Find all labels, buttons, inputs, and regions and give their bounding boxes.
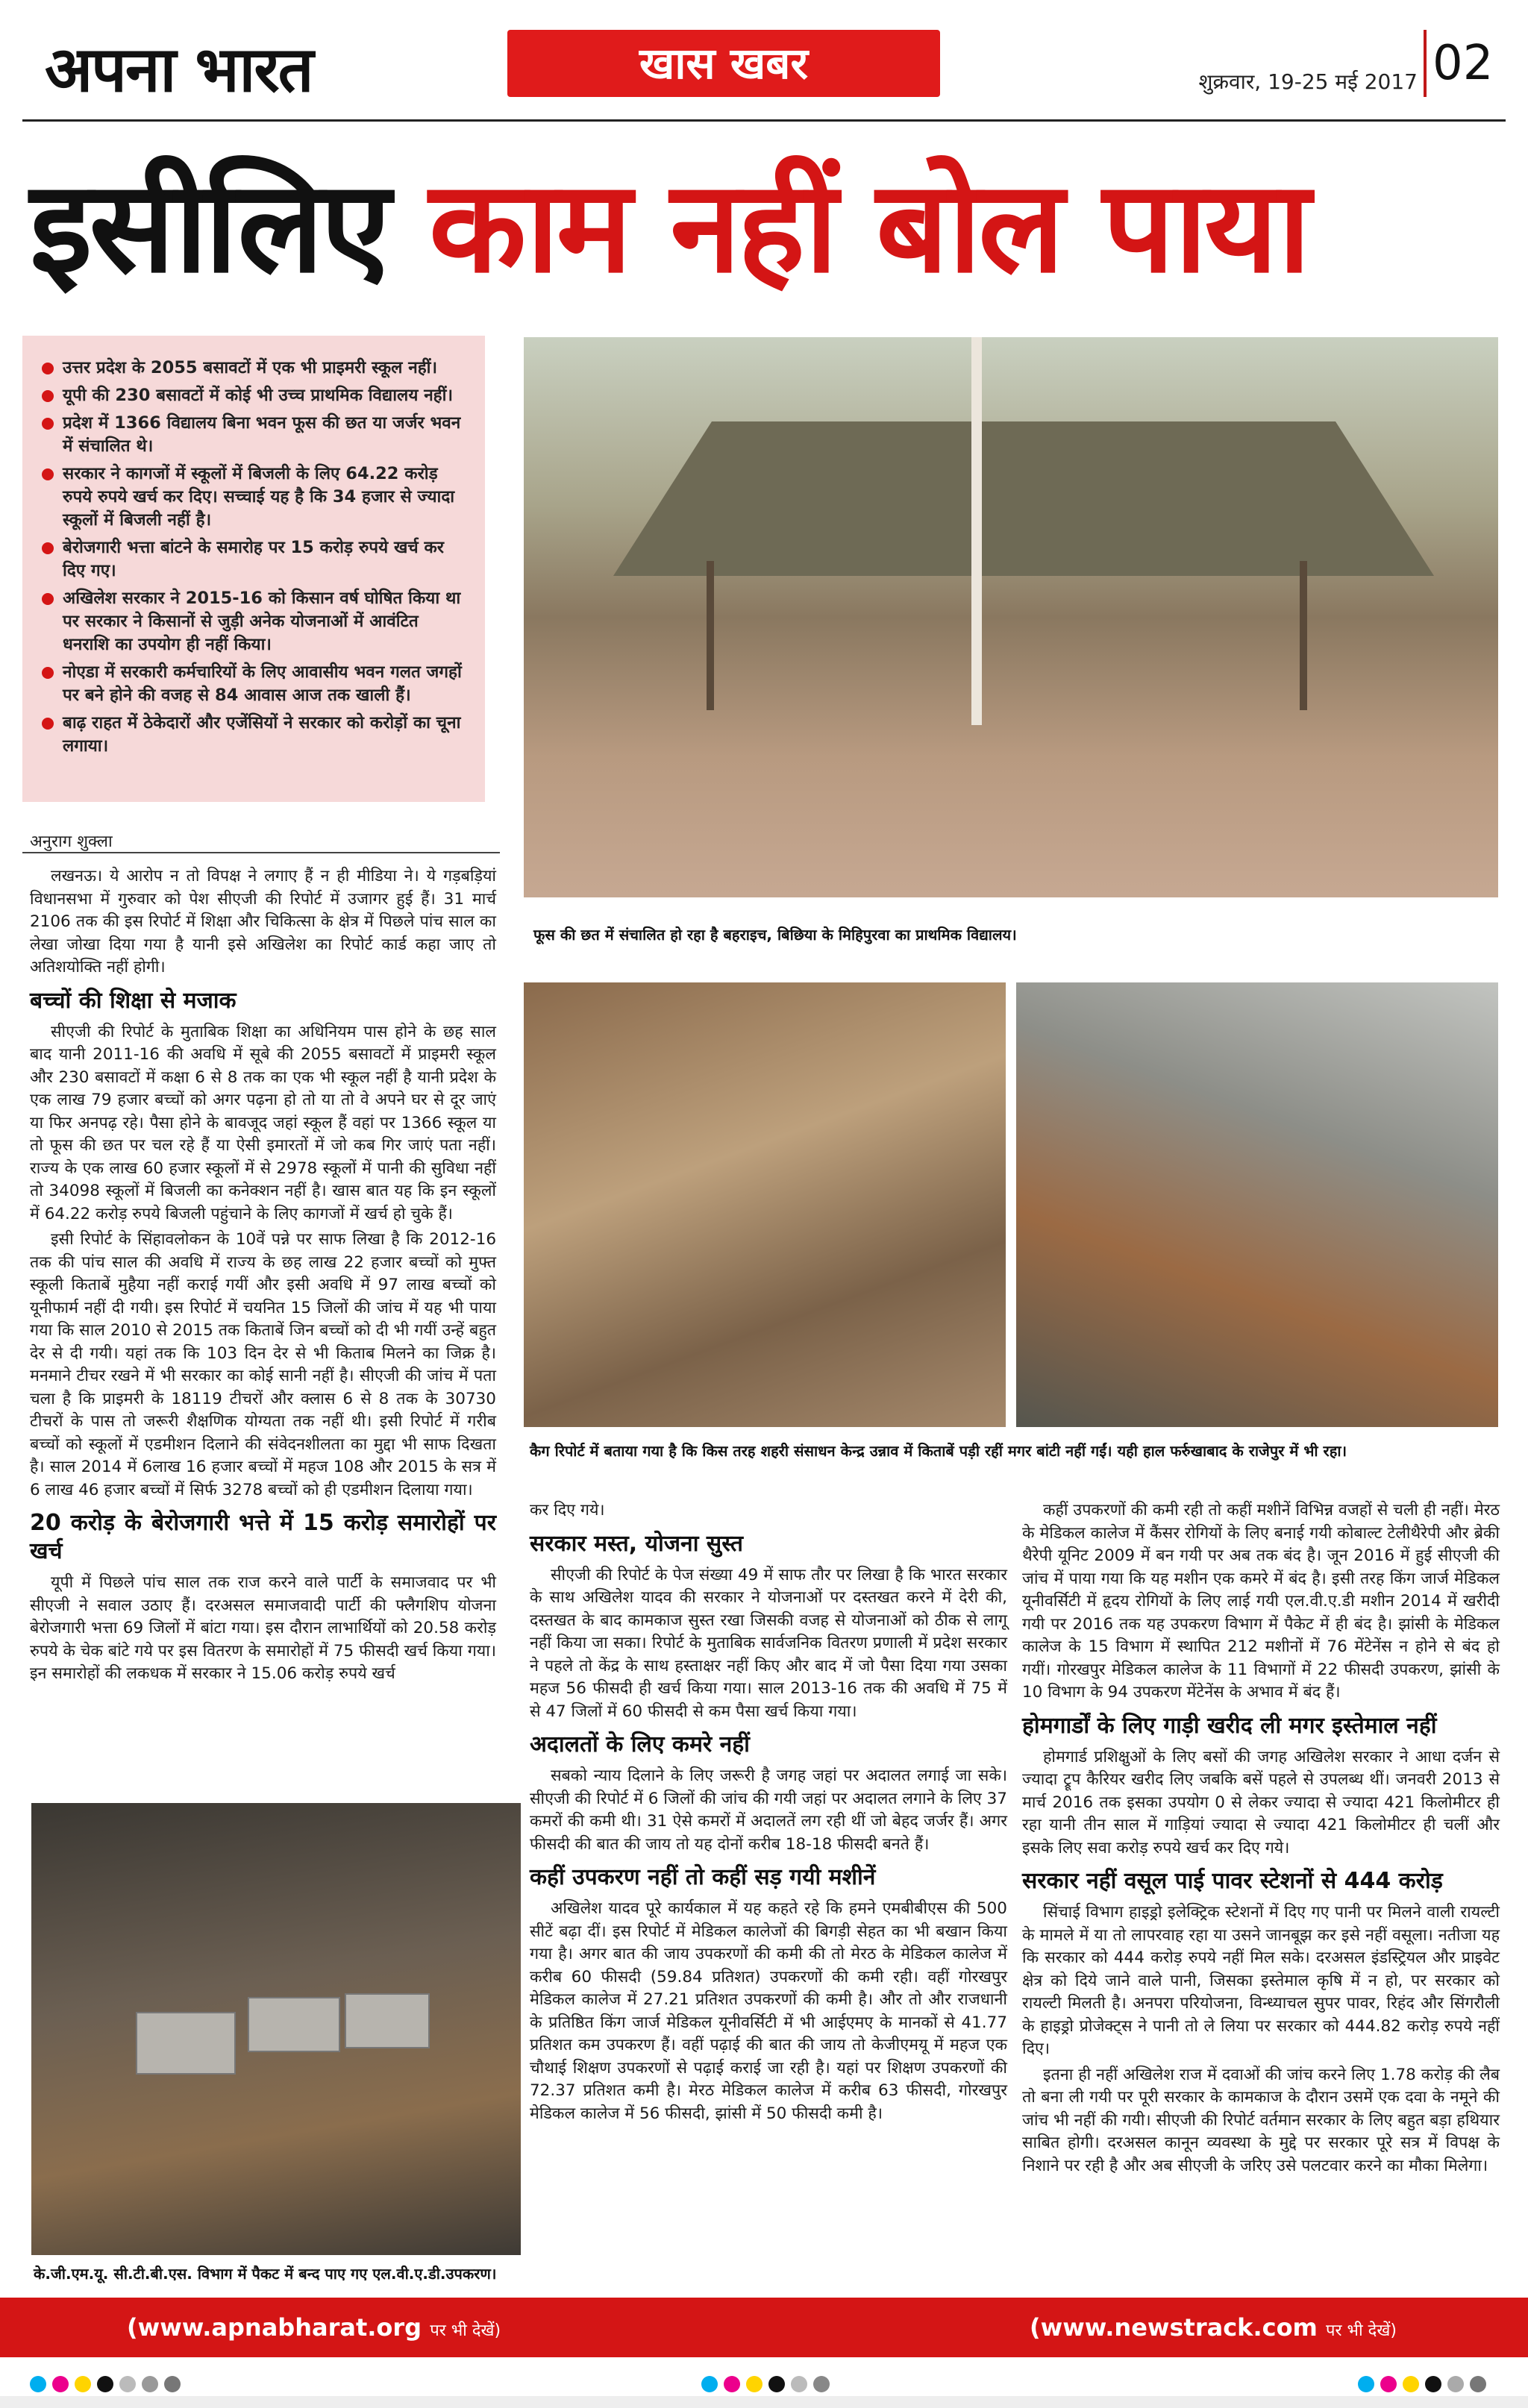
- paragraph: इसी रिपोर्ट के सिंहावलोकन के 10वें पन्ने पर साफ लिखा है कि 2012-16 तक की पांच साल की अवधि में राज्य के छह लाख 22 हजार बच्चों को मुफ्त स्कूली किताबें मुहैया नहीं कराई गयीं और इसी अवधि में 97 लाख बच्चों को यूनीफार्म नहीं दी गयी। इस रिपोर्ट में चयनित 15 जिलों की जांच में यह भी पाया गया कि साल 2010 से 2015 तक किताबें जिन बच्चों को दी भी गयीं उन्हें बहुत देर से दी गयी। यहां तक कि 103 दिन देर से भी किताब मिलने का जिक्र है। मनमाने टीचर रखने में भी सरकार का कोई सानी नहीं है। सीएजी की जांच में पता चला है कि प्राइमरी के 18119 टीचरों और क्लास 6 से 8 तक के 30730 टीचरों के पास तो जरूरी शैक्षणिक योग्यता तक नहीं थी। इसी रिपोर्ट में गरीब बच्चों को स्कूलों में एडमीशन दिलाने की संवेदनशीलता का मुद्दा भी साफ दिखता है। साल 2014 में 6लाख 16 हजार बच्चों में महज 108 और 2015 के सत्र में 6 लाख 46 हजार बच्चों में सिर्फ 3278 बच्चों को ही एडमीशन दिलाया गया।: [30, 1230, 496, 1499]
- subhead-power-stations: सरकार नहीं वसूल पाई पावर स्टेशनों से 444 करोड़: [1022, 1868, 1443, 1894]
- pole-graphic: [971, 337, 982, 725]
- subhead-education: बच्चों की शिक्षा से मजाक: [30, 987, 237, 1014]
- page-number-divider: [1424, 30, 1427, 97]
- paragraph: सिंचाई विभाग हाइड्रो इलेक्ट्रिक स्टेशनों में दिए गए पानी पर मिलने वाली रायल्टी के मामले में या तो लापरवाह रहा या उसने जानबूझ कर इसे नहीं वसूला। नतीजा यह कि सरकार को 444 करोड़ रुपये नहीं मिल सके। दरअसल इंडस्ट्रियल और प्राइवेट क्षेत्र को दिये जाने वाले पानी, जिसका इस्तेमाल कृषि में न हो, पर सरकार को रायल्टी मिलती है। अनपरा परियोजना, विन्ध्याचल सुपर पावर, रिहंद और सिंगरौली के हाइड्रो प्रोजेक्ट्स ने पानी तो ले लिया पर सरकार को 444.82 करोड़ रुपये नहीं दिए।: [1022, 1903, 1500, 2058]
- magenta-dot: [724, 2376, 740, 2392]
- yellow-dot: [746, 2376, 763, 2392]
- subhead-unemployment: 20 करोड़ के बेरोजगारी भत्ते में 15 करोड़ समारोहों पर खर्च: [30, 1510, 496, 1564]
- thatched-roof-graphic: [613, 404, 1434, 576]
- key-point: अखिलेश सरकार ने 2015-16 को किसान वर्ष घोषित किया था पर सरकार ने किसानों से जुड़ी अनेक योजनाओं में आवंटित धनराशि का उपयोग ही नहीं किया।: [40, 587, 467, 656]
- stacked-books-photo: [1015, 981, 1500, 1429]
- hut-school-photo: [522, 336, 1500, 899]
- footer-suffix: पर भी देखें): [1326, 2321, 1397, 2340]
- paragraph: कहीं उपकरणों की कमी रही तो कहीं मशीनें विभिन्न वजहों से चली ही नहीं। मेरठ के मेडिकल कालेज में कैंसर रोगियों के लिए बनाई गयी कोबाल्ट टेलीथैरेपी और ब्रेकी थैरेपी यूनिट 2009 में बन गयी पर अब तक बंद है। जून 2016 में हुई सीएजी की जांच में पाया गया कि यह मशीन एक कमरे में बंद है। इसी तरह किंग जार्ज मेडिकल यूनीवर्सिटी में हृदय रोगियों के लिए लाई गयी एल.वी.ए.डी मशीन 2014 में खरीदी गयी पर 2016 तक यह उपकरण विभाग में पैकेट में ही बंद है। झांसी के मेडिकल कालेज के 15 विभाग में स्थापित 212 मशीनों में 76 मेंटेनेंस न होने से बंद हो गयीं। गोरखपुर मेडिकल कालेज के 11 विभागों में 22 फीसदी उपकरण, झांसी के 10 विभाग के 94 उपकरण मेंटेनेंस के अभाव में बंद हैं।: [1022, 1501, 1500, 1702]
- paragraph: सीएजी की रिपोर्ट के पेज संख्या 49 में साफ तौर पर लिखा है कि भारत सरकार के साथ अखिलेश यादव की सरकार ने योजनाओं पर दस्तखत करने में देरी की, दस्तखत के बाद कामकाज सुस्त रखा जिसकी वजह से योजनाओं को ठीक से लागू नहीं किया जा सका। रिपोर्ट के मुताबिक सार्वजनिक वितरण प्रणाली में प्रदेश सरकार ने पहले तो केंद्र के साथ हस्ताक्षर नहीं किए और बाद में जो पैसा दिया गया उसका महज 56 फीसदी ही खर्च किया गया। साल 2013-16 तक की अवधि में 75 में से 47 जिलों में 60 फीसदी से कम पैसा खर्च किया गया।: [530, 1565, 1007, 1721]
- footer-url: (www.apnabharat.org: [127, 2313, 422, 2342]
- machines-photo-caption: के.जी.एम.यू. सी.टी.बी.एस. विभाग में पैकट में बन्द पाए गए एल.वी.ए.डी.उपकरण।: [34, 2265, 497, 2283]
- key-point: उत्तर प्रदेश के 2055 बसावटों में एक भी प्राइमरी स्कूल नहीं।: [40, 357, 467, 380]
- books-photo-caption: कैग रिपोर्ट में बताया गया है कि किस तरह शहरी संसाधन केन्द्र उन्नाव में किताबें पड़ी रहीं मगर बांटी नहीं गईं। यही हाल फर्रुखाबाद के राजेपुर में भी रहा।: [530, 1442, 1347, 1460]
- black-dot: [768, 2376, 785, 2392]
- article-column-1: [30, 865, 496, 1794]
- masthead-rule: [22, 119, 1506, 122]
- paragraph: यूपी में पिछले पांच साल तक राज करने वाले पार्टी के समाजवाद पर भी सीएजी ने सवाल उठाए हैं। दरअसल समाजवादी पार्टी की फ्लैगशिप योजना बेरोजगारी भत्ता 69 जिलों में बांटा गया। इस दौरान लाभार्थियों को 20.58 करोड़ रुपये के चेक बांटे गये पर इस वितरण के समारोहों में 75 फीसदी खर्च किया गया। इन समारोहों की लकधक में सरकार ने 15.06 करोड़ रुपये खर्च: [30, 1573, 496, 1683]
- cyan-dot: [30, 2376, 46, 2392]
- key-point: नोएडा में सरकारी कर्मचारियों के लिए आवासीय भवन गलत जगहों पर बने होने की वजह से 84 आवास आज तक खाली हैं।: [40, 661, 467, 707]
- page-number: 02: [1432, 36, 1494, 91]
- paragraph: अखिलेश यादव पूरे कार्यकाल में यह कहते रहे कि हमने एमबीबीएस की 500 सीटें बढ़ा दीं। इस रिपोर्ट में मेडिकल कालेजों की बिगड़ी सेहत का भी बखान किया गया है। अगर बात की जाय उपकरणों की कमी की तो मेरठ के मेडिकल कालेज में करीब 60 फीसदी (59.84 प्रतिशत) उपकरणों की कमी रही। वहीं गोरखपुर मेडिकल कालेज में 27.21 प्रतिशत उपकरणों की कमी है। और तो और राजधानी के प्रतिष्ठित किंग जार्ज मेडिकल यूनीवर्सिटी में भी आईएमए के मानकों से 41.77 प्रतिशत कम उपकरण हैं। वहीं पढ़ाई की बात की जाय तो केजीएमयू में महज एक चौथाई शिक्षण उपकरणों से पढ़ाई कराई जा रही है। यहां पर शिक्षण उपकरणों की 72.37 प्रतिशत कमी है। मेरठ मेडिकल कालेज में करीब 63 फीसदी, गोरखपुर मेडिकल कालेज में 56 फीसदी, झांसी में 50 फीसदी कमी है।: [530, 1899, 1007, 2123]
- byline-rule: [22, 852, 500, 853]
- issue-date: शुक्रवार, 19-25 मई 2017: [1198, 69, 1418, 94]
- cyan-dot: [701, 2376, 718, 2392]
- device-graphic: [136, 2012, 236, 2075]
- headline-part-2: काम नहीं बोल पाया: [428, 154, 1308, 301]
- lvad-equipment-photo: [30, 1802, 522, 2257]
- key-point: यूपी की 230 बसावटों में कोई भी उच्च प्राथमिक विद्यालय नहीं।: [40, 384, 467, 407]
- key-points-box: [22, 336, 485, 802]
- color-registration-dots-right: [1358, 2376, 1486, 2394]
- paragraph: सीएजी की रिपोर्ट के मुताबिक शिक्षा का अधिनियम पास होने के छह साल बाद यानी 2011-16 की अवधि में सूबे की 2055 बसावटों में प्राइमरी स्कूल और 230 बसावटों में कक्षा 6 से 8 तक का एक भी स्कूल नहीं है यानी प्रदेश के एक लाख 79 हजार बच्चों को अगर पढ़ना हो तो या तो वे अपने घर से दूर जाएं या फिर अनपढ़ रहे। पैसा होने के बावजूद जहां स्कूल हैं वहां पर 1366 स्कूल या तो फूस की छत पर चल रहे हैं या ऐसी इमारतों में जो कब गिर जाएं पता नहीं। राज्य के एक लाख 60 हजार स्कूलों में से 2978 स्कूलों में पानी की सुविधा नहीं तो 34098 स्कूलों में बिजली का कनेक्शन नहीं है। खास बात यह कि इन स्कूलों में 64.22 करोड़ रुपये बिजली पहुंचाने के लिए कागजों में खर्च हो चुके हैं।: [30, 1022, 496, 1223]
- pole-graphic: [1300, 561, 1307, 710]
- key-point: प्रदेश में 1366 विद्यालय बिना भवन फूस की छत या जर्जर भवन में संचालित थे।: [40, 412, 467, 458]
- grey-dot: [142, 2376, 158, 2392]
- grey-dot: [119, 2376, 136, 2392]
- grey-dot: [813, 2376, 830, 2392]
- scattered-books-photo: [522, 981, 1007, 1429]
- section-label: खास खबर: [507, 30, 940, 97]
- bottom-margin-strip: [0, 2396, 1528, 2408]
- footer-url: (www.newstrack.com: [1030, 2313, 1318, 2342]
- device-graphic: [345, 1993, 430, 2048]
- footer-suffix: पर भी देखें): [430, 2321, 501, 2340]
- magenta-dot: [1380, 2376, 1397, 2392]
- subhead-homeguard: होमगार्डों के लिए गाड़ी खरीद ली मगर इस्तेमाल नहीं: [1022, 1712, 1437, 1739]
- color-registration-dots-left: [30, 2376, 181, 2394]
- key-point: बेरोजगारी भत्ता बांटने के समारोह पर 15 करोड़ रुपये खर्च कर दिए गए।: [40, 536, 467, 583]
- key-point: सरकार ने कागजों में स्कूलों में बिजली के लिए 64.22 करोड़ रुपये रुपये खर्च कर दिए। सच्चाई यह है कि 34 हजार से ज्यादा स्कूलों में बिजली नहीं है।: [40, 463, 467, 532]
- pole-graphic: [707, 561, 714, 710]
- subhead-courts: अदालतों के लिए कमरे नहीं: [530, 1731, 750, 1758]
- main-headline: [30, 142, 1500, 313]
- device-graphic: [248, 1997, 340, 2052]
- magenta-dot: [52, 2376, 69, 2392]
- article-column-2: [530, 1499, 1007, 2290]
- grey-dot: [1470, 2376, 1486, 2392]
- black-dot: [1425, 2376, 1441, 2392]
- black-dot: [97, 2376, 113, 2392]
- grey-dot: [791, 2376, 807, 2392]
- subhead-equipment: कहीं उपकरण नहीं तो कहीं सड़ गयी मशीनें: [530, 1864, 876, 1890]
- article-column-3: [1022, 1499, 1500, 2290]
- cyan-dot: [1358, 2376, 1374, 2392]
- paragraph: होमगार्ड प्रशिक्षुओं के लिए बसों की जगह अखिलेश सरकार ने आधा दर्जन से ज्यादा ट्रूप कैरियर खरीद लिए जबकि बसें पहले से उपलब्ध थीं। जनवरी 2013 से मार्च 2016 तक इसका उपयोग 0 से लेकर ज्यादा से ज्यादा 421 किलोमीटर ही रहा यानी तीन साल में गाड़ियां ज्यादा से ज्यादा 421 किलोमीटर ही चलीं और इसके लिए सवा करोड़ रुपये खर्च कर दिए गये।: [1022, 1747, 1500, 1857]
- intro-paragraph: लखनऊ। ये आरोप न तो विपक्ष ने लगाए हैं न ही मीडिया ने। ये गड़बड़ियां विधानसभा में गुरुवार को पेश सीएजी की रिपोर्ट में उजागर हुई हैं। 31 मार्च 2106 तक की इस रिपोर्ट में शिक्षा और चिकित्सा के क्षेत्र में पिछले पांच साल का लेखा जोखा दिया गया है यानी इसे अखिलेश का रिपोर्ट कार्ड कहा जाए तो अतिशयोक्ति नहीं होगी।: [30, 867, 496, 976]
- yellow-dot: [1403, 2376, 1419, 2392]
- subhead-govt-schemes: सरकार मस्त, योजना सुस्त: [530, 1530, 743, 1557]
- key-points-list: [40, 357, 467, 758]
- headline-part-1: इसीलिए: [30, 154, 388, 301]
- paragraph: इतना ही नहीं अखिलेश राज में दवाओं की जांच करने लिए 1.78 करोड़ की लैब तो बना ली गयी पर पूरी सरकार के कामकाज के दौरान उसमें एक दवा के नमूने की जांच भी नहीं की गयी। सीएजी की रिपोर्ट वर्तमान सरकार के लिए बहुत बड़ा हथियार साबित होगी। दरअसल कानून व्यवस्था के मुद्दे पर सरकार पूरे सत्र में विपक्ष के निशाने पर रही है और अब सीएजी के जरिए उसे पलटवार करने का मौका मिलेगा।: [1022, 2065, 1500, 2175]
- yellow-dot: [75, 2376, 91, 2392]
- footer-link-apnabharat[interactable]: [127, 2298, 649, 2357]
- color-registration-dots-center: [701, 2376, 830, 2394]
- paper-name: अपना भारत: [45, 33, 313, 106]
- key-point: बाढ़ राहत में ठेकेदारों और एजेंसियों ने सरकार को करोड़ों का चूना लगाया।: [40, 712, 467, 758]
- paragraph-continued: कर दिए गये।: [530, 1501, 605, 1520]
- paragraph: सबको न्याय दिलाने के लिए जरूरी है जगह जहां पर अदालत लगाई जा सके। सीएजी की रिपोर्ट में 6 जिलों की जांच की गयी जहां पर अदालत लगाने के लिए 37 कमरों की कमी थी। 31 ऐसे कमरों में अदालतें लग रही थीं जो बेहद जर्जर हैं। अगर फीसदी की बात की जाय तो यह दोनों करीब 18-18 फीसदी बनते हैं।: [530, 1766, 1007, 1854]
- footer-link-newstrack[interactable]: [1030, 2298, 1515, 2357]
- grey-dot: [164, 2376, 181, 2392]
- grey-dot: [1447, 2376, 1464, 2392]
- hut-photo-caption: फूस की छत में संचालित हो रहा है बहराइच, बिछिया के मिहिपुरवा का प्राथमिक विद्यालय।: [533, 926, 1017, 944]
- byline: अनुराग शुक्ला: [30, 833, 113, 851]
